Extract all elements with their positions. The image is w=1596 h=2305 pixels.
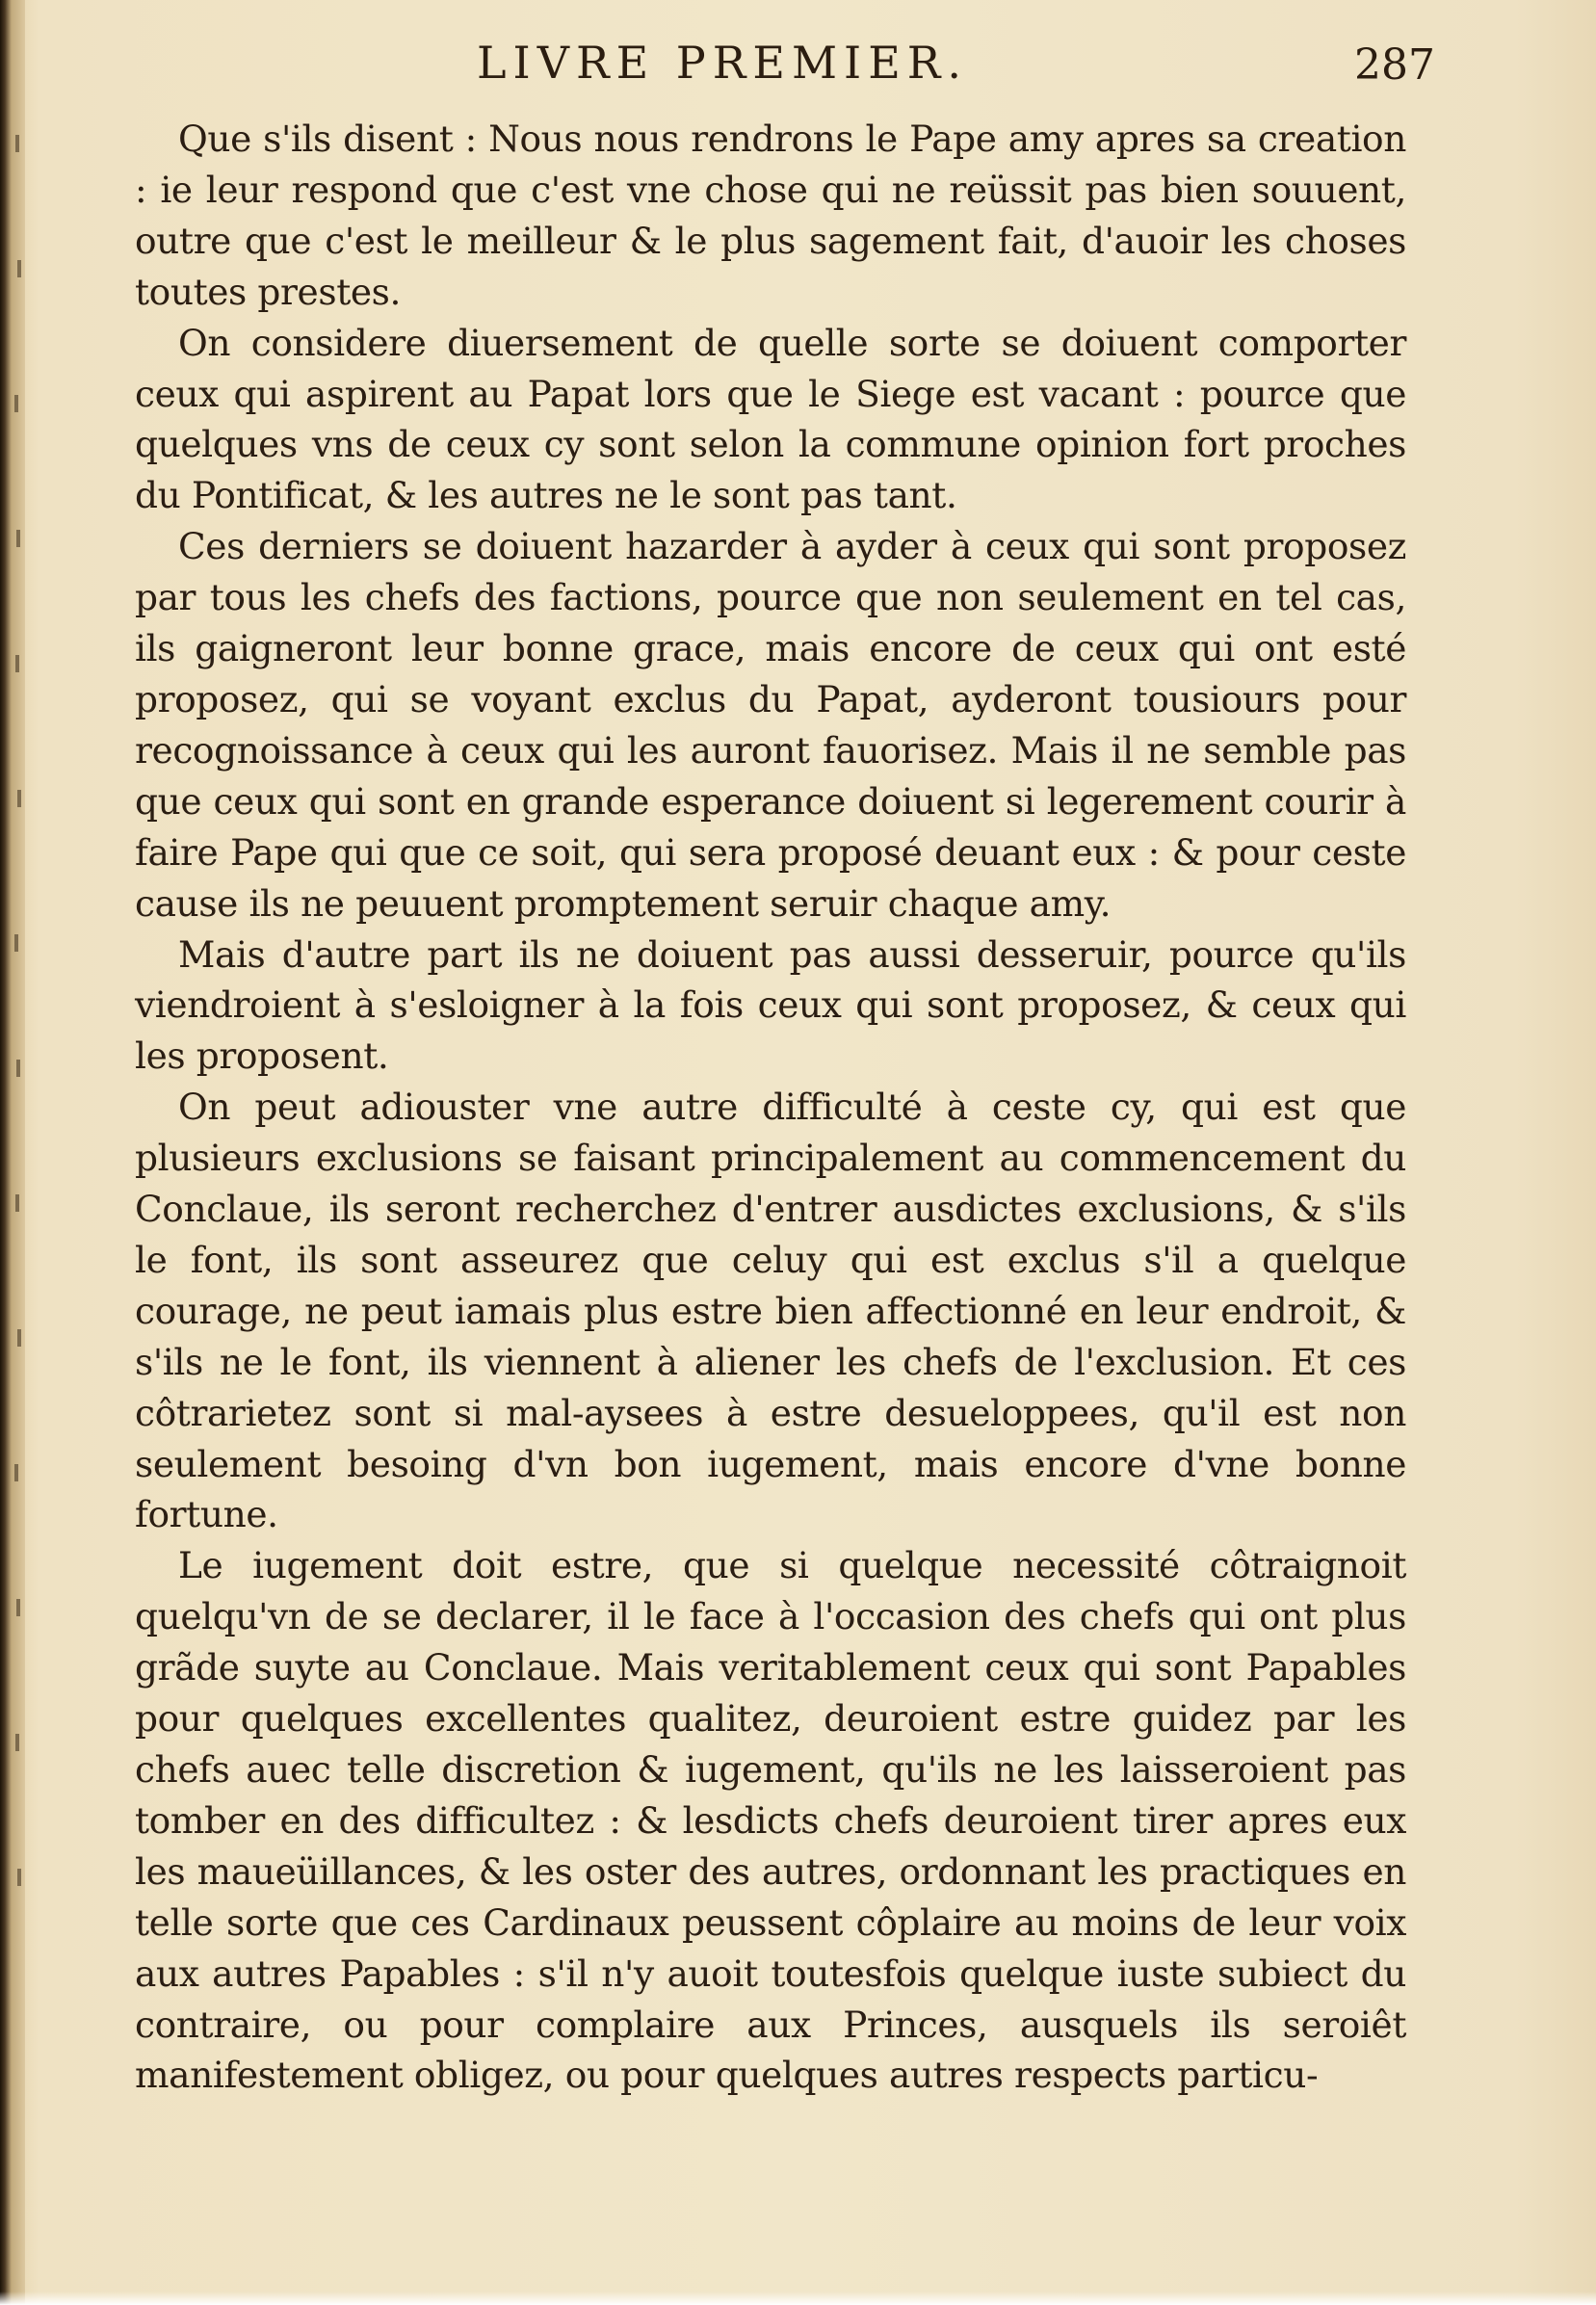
paragraph: On peut adiouster vne autre difficulté à ceste cy, qui est que plusieurs exclusions se faisant principalement au commencement du Conclaue, ils seront recherchez d'entrer ausdictes exclusions, & s'ils le font, ils sont asseurez que celuy qui est exclus s'il a quelque courage, ne peut iamais plus estre bien affectionné en leur endroit, & s'ils ne le font, ils viennent à aliener les chefs de l'exclusion. Et ces côtrarietez sont si mal-aysees à estre desueloppees, qu'il est non seulement besoing d'vn bon iugement, mais encore d'vne bonne fortune. [135,1086,1406,1536]
body-text [135,114,1406,2101]
running-title: LIVRE PREMIER. [477,37,969,89]
paragraph: Que s'ils disent : Nous nous rendrons le Pape amy apres sa creation : ie leur respond que c'est vne chose qui ne reüssit pas bien souuent, outre que c'est le meilleur & le plus sagement fait, d'auoir les choses toutes prestes. [135,118,1406,313]
page-bottom-edge [0,2292,1596,2305]
page-number: 287 [1354,40,1435,90]
paragraph: Le iugement doit estre, que si quelque necessité côtraignoit quelqu'vn de se declarer, il le face à l'occasion des chefs qui ont plus grãde suyte au Conclaue. Mais veritablement ceux qui sont Papables pour quelques excellentes qualitez, deuroient estre guidez par les chefs auec telle discretion & iugement, qu'ils ne les laisseroient pas tomber en des difficultez : & lesdicts chefs deuroient tirer apres eux les maueüillances, & les oster des autres, ordonnant les practiques en telle sorte que ces Cardinaux peussent côplaire au moins de leur voix aux autres Papables : s'il n'y auoit toutesfois quelque iuste subiect du contraire, ou pour complaire aux Princes, ausquels ils seroiêt manifestement obligez, ou pour quelques autres respects particu- [135,1544,1406,2097]
margin-marks [12,116,25,2042]
paragraph: Mais d'autre part ils ne doiuent pas aussi desseruir, pource qu'ils viendroient à s'esloigner à la fois ceux qui sont proposez, & ceux qui les proposent. [135,932,1406,1078]
paragraph: Ces derniers se doiuent hazarder à ayder à ceux qui sont proposez par tous les chefs des factions, pource que non seulement en tel cas, ils gaigneront leur bonne grace, mais encore de ceux qui ont esté proposez, qui se voyant exclus du Papat, ayderont tousiours pour recognoissance à ceux qui les auront fauorisez. Mais il ne semble pas que ceux qui sont en grande esperance doiuent si legerement courir à faire Pape qui que ce soit, qui sera proposé deuant eux : & pour ceste cause ils ne peuuent promptement seruir chaque amy. [135,525,1406,925]
paragraph: On considere diuersement de quelle sorte se doiuent comporter ceux qui aspirent au Papat lors que le Siege est vacant : pource que quelques vns de ceux cy sont selon la commune opinion fort proches du Pontificat, & les autres ne le sont pas tant. [135,321,1406,517]
page-header [144,37,1435,104]
